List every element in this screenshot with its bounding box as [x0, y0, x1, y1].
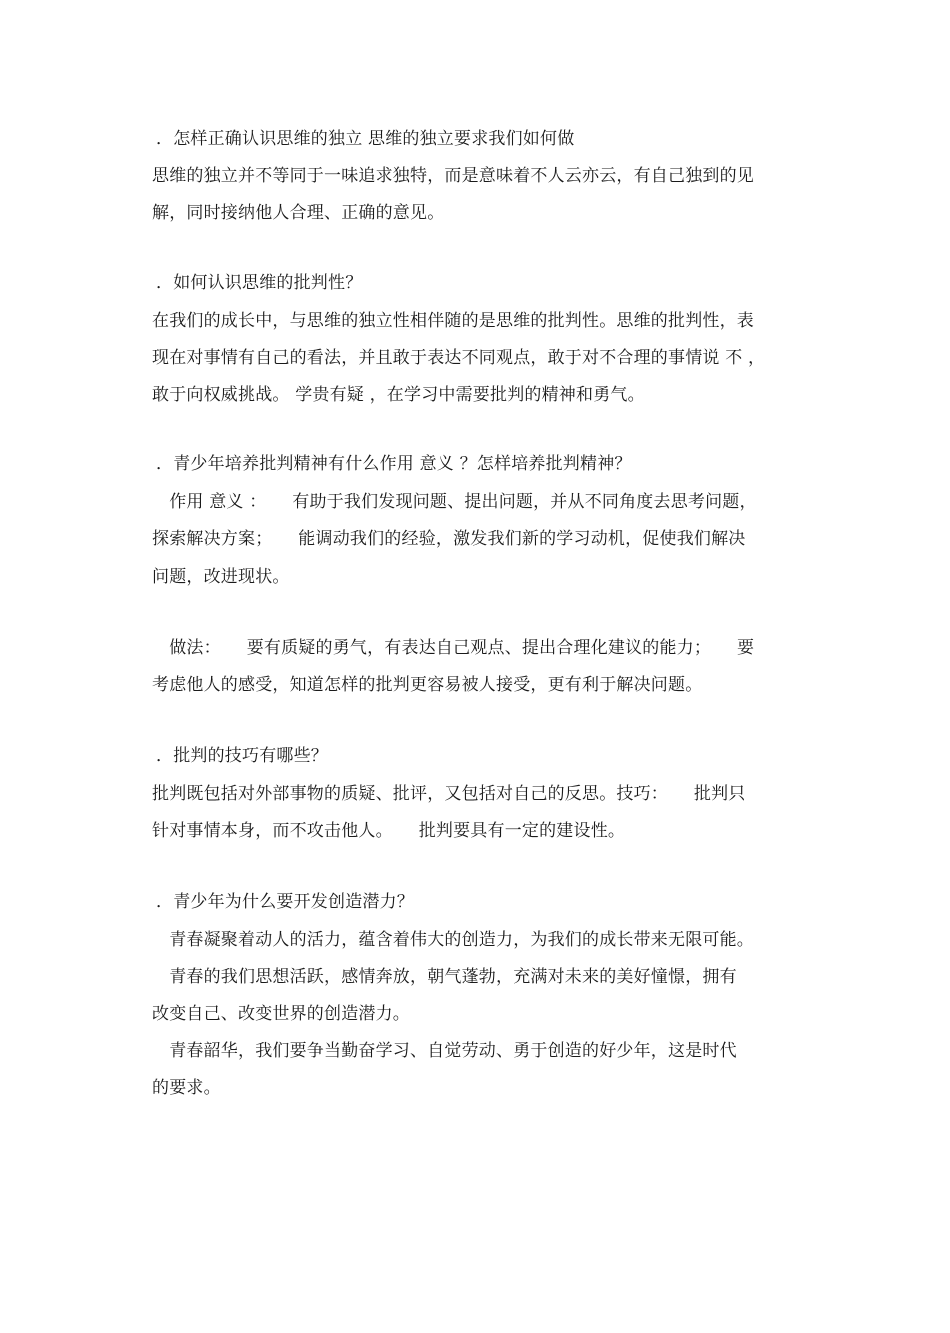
answer-line: 考虑他人的感受，知道怎样的批判更容易被人接受，更有利于解决问题。 [152, 675, 703, 695]
answer-line: 青春韶华，我们要争当勤奋学习、自觉劳动、勇于创造的好少年，这是时代 [152, 1041, 737, 1061]
answer-line: 敢于向权威挑战。 学贵有疑 ，在学习中需要批判的精神和勇气。 [152, 385, 645, 405]
answer-line: 改变自己、改变世界的创造潜力。 [152, 1004, 410, 1024]
question-heading: ．如何认识思维的批判性？ [156, 273, 363, 293]
answer-line: 针对事情本身，而不攻击他人。 批判要具有一定的建设性。 [152, 821, 626, 841]
answer-line: 解，同时接纳他人合理、正确的意见。 [152, 203, 445, 223]
answer-line: 在我们的成长中，与思维的独立性相伴随的是思维的批判性。思维的批判性，表 [152, 311, 754, 331]
answer-line: 问题，改进现状。 [152, 567, 290, 587]
question-heading: ．青少年培养批判精神有什么作用 意义 ？怎样培养批判精神？ [156, 454, 632, 474]
answer-line: 探索解决方案； 能调动我们的经验，激发我们新的学习动机，促使我们解决 [152, 529, 746, 549]
question-heading: ．青少年为什么要开发创造潜力？ [156, 892, 414, 912]
answer-line: 青春凝聚着动人的活力，蕴含着伟大的创造力，为我们的成长带来无限可能。 [152, 930, 754, 950]
question-heading: ．怎样正确认识思维的独立 思维的独立要求我们如何做 [156, 129, 575, 149]
answer-line: 的要求。 [152, 1078, 221, 1098]
answer-line: 批判既包括对外部事物的质疑、批评，又包括对自己的反思。技巧： 批判只 [152, 784, 746, 804]
question-heading: ．批判的技巧有哪些？ [156, 746, 328, 766]
answer-line: 青春的我们思想活跃，感情奔放，朝气蓬勃，充满对未来的美好憧憬，拥有 [152, 967, 737, 987]
answer-line: 作用 意义 ： 有助于我们发现问题、提出问题，并从不同角度去思考问题， [152, 492, 757, 512]
answer-line: 现在对事情有自己的看法，并且敢于表达不同观点，敢于对不合理的事情说 不 ， [152, 348, 766, 368]
answer-line: 思维的独立并不等同于一味追求独特，而是意味着不人云亦云，有自己独到的见 [152, 166, 754, 186]
answer-line: 做法： 要有质疑的勇气，有表达自己观点、提出合理化建议的能力； 要 [152, 638, 755, 658]
